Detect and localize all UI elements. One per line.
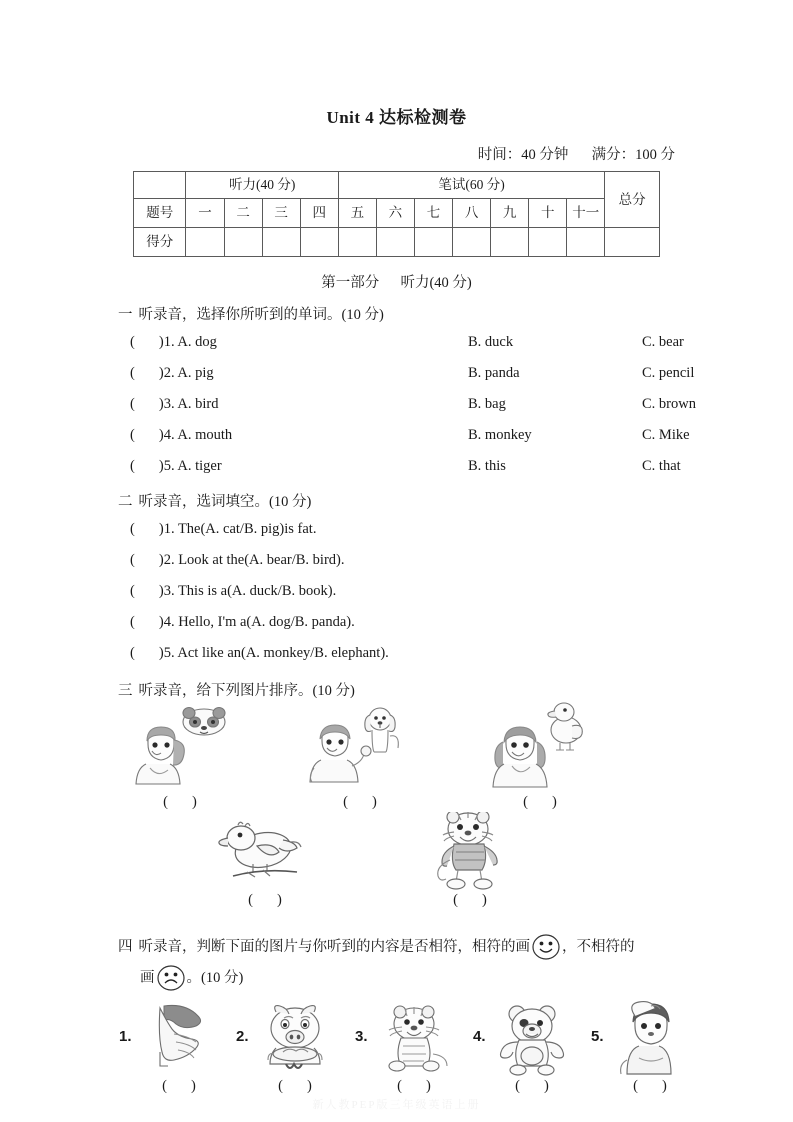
score-cell-listening-4[interactable]: [300, 228, 338, 257]
answer-bracket-open[interactable]: (: [130, 334, 135, 350]
item-index: 4.: [163, 614, 175, 630]
item-index: 2.: [163, 365, 175, 381]
option-c[interactable]: C. brown: [642, 396, 696, 412]
bracket-open: (: [515, 1078, 520, 1094]
exercise-4-text-part2: ，不相符的: [562, 939, 635, 955]
bracket-close: ): [191, 1078, 196, 1094]
hand-shadow-dolphin-icon: [134, 1004, 224, 1076]
score-cell-written-7[interactable]: [567, 228, 605, 257]
item-listening-3: 三: [262, 199, 300, 228]
option-a[interactable]: A. tiger: [177, 458, 222, 474]
exercise-4-text-part3: 画: [140, 970, 155, 986]
exercise-2-item-3: [130, 583, 336, 600]
answer-bracket-open[interactable]: (: [130, 396, 135, 412]
page-watermark: 新人教PEP版三年级英语上册: [312, 1099, 481, 1111]
score-cell-written-2[interactable]: [376, 228, 414, 257]
picture-sitting-tiger: [369, 1004, 459, 1095]
bracket-close: ): [426, 1078, 431, 1094]
score-cell-listening-1[interactable]: [186, 228, 224, 257]
bracket-close: ): [372, 794, 377, 810]
option-c[interactable]: C. pencil: [642, 365, 695, 381]
answer-bracket-close: ): [158, 583, 164, 599]
option-a[interactable]: A. dog: [177, 334, 217, 350]
answer-slot[interactable]: [205, 892, 325, 909]
answer-bracket-close: ): [158, 614, 164, 630]
group-listening: 听力(40 分): [186, 172, 338, 199]
item-index: 4.: [163, 427, 175, 443]
bracket-close: ): [482, 892, 487, 908]
table-row-scores: [134, 228, 660, 257]
exercise-4-heading: [118, 932, 635, 962]
option-a[interactable]: A. pig: [177, 365, 214, 381]
exercise-4-number: 四: [118, 939, 133, 955]
exercise-1-item-1: [130, 334, 684, 351]
row-label-number: 题号: [134, 199, 186, 228]
bracket-close: ): [307, 1078, 312, 1094]
bracket-open: (: [523, 794, 528, 810]
part-one-header: [0, 271, 793, 292]
table-row-groups: [134, 172, 660, 199]
score-cell-written-1[interactable]: [338, 228, 376, 257]
option-c[interactable]: C. that: [642, 458, 681, 474]
bracket-open: (: [163, 794, 168, 810]
bracket-close: ): [662, 1078, 667, 1094]
time-limit: 时间：40 分钟: [477, 147, 569, 163]
score-cell-written-5[interactable]: [491, 228, 529, 257]
score-cell-written-3[interactable]: [414, 228, 452, 257]
item-index: 5.: [163, 645, 175, 661]
picture-boy-with-dog: [300, 704, 420, 811]
answer-bracket-open[interactable]: (: [130, 645, 135, 661]
girl-with-duck-icon: [480, 700, 600, 792]
boy-touching-head-icon: [605, 1000, 695, 1076]
exercise-1-heading: [118, 303, 384, 324]
item-index: 1.: [163, 521, 175, 537]
exercise-2-heading: [118, 490, 311, 511]
item-written-2: 六: [376, 199, 414, 228]
answer-slot[interactable]: [250, 1078, 340, 1095]
exercise-1-item-2: [130, 365, 695, 382]
answer-bracket-open[interactable]: (: [130, 583, 135, 599]
score-table: [133, 171, 660, 257]
table-row-numbers: [134, 199, 660, 228]
item-written-7: 十一: [567, 199, 605, 228]
answer-slot[interactable]: [480, 794, 600, 811]
item-text[interactable]: Look at the(A. bear/B. bird).: [178, 552, 345, 568]
sitting-tiger-icon: [369, 1004, 459, 1076]
score-cell-written-4[interactable]: [453, 228, 491, 257]
option-c[interactable]: C. bear: [642, 334, 684, 350]
bracket-close: ): [544, 1078, 549, 1094]
answer-bracket-open[interactable]: (: [130, 427, 135, 443]
item-listening-2: 二: [224, 199, 262, 228]
item-written-3: 七: [414, 199, 452, 228]
item-index: 3.: [163, 396, 175, 412]
picture-hand-shadow-dolphin: [134, 1004, 224, 1095]
full-score: 满分：100 分: [591, 147, 675, 163]
pig-with-food-icon: [250, 1004, 340, 1076]
corner-cell: [134, 172, 186, 199]
answer-bracket-open[interactable]: (: [130, 552, 135, 568]
part-one-label: 第一部分: [321, 275, 380, 291]
exercise-4-text-part1: 听录音，判断下面的图片与你听到的内容是否相符，相符的画: [138, 939, 530, 955]
picture-sitting-bear: [487, 1004, 577, 1095]
answer-bracket-close: ): [158, 458, 164, 474]
exercise-4-text-part4: 。(10 分): [186, 970, 244, 986]
answer-bracket-close: ): [158, 427, 164, 443]
exercise-1-item-3: [130, 396, 696, 413]
exercise-4-heading-line2: [140, 963, 243, 993]
option-b[interactable]: B. duck: [468, 334, 514, 350]
exercise-2-item-2: [130, 552, 344, 569]
answer-bracket-close: ): [158, 645, 164, 661]
answer-bracket-close: ): [158, 365, 164, 381]
answer-slot[interactable]: [369, 1078, 459, 1095]
exercise-1-text: 听录音，选择你所听到的单词。(10 分): [138, 307, 384, 323]
picture-number-1: 1.: [119, 1028, 132, 1045]
exercise-3-text: 听录音，给下列图片排序。(10 分): [138, 683, 355, 699]
item-index: 3.: [163, 583, 175, 599]
bracket-close: ): [192, 794, 197, 810]
exercise-2-number: 二: [118, 494, 133, 510]
answer-bracket-close: ): [158, 396, 164, 412]
exercise-2-item-5: [130, 645, 389, 662]
picture-number-5: 5.: [591, 1028, 604, 1045]
smiley-face-icon: [531, 934, 561, 960]
picture-boy-touching-head: [605, 1000, 695, 1095]
option-a[interactable]: A. bird: [177, 396, 219, 412]
exercise-3-heading: [118, 679, 355, 700]
option-b[interactable]: B. monkey: [468, 427, 532, 443]
answer-slot[interactable]: [605, 1078, 695, 1095]
picture-pig-with-food: [250, 1004, 340, 1095]
item-written-1: 五: [338, 199, 376, 228]
option-b[interactable]: B. bag: [468, 396, 506, 412]
item-text[interactable]: Act like an(A. monkey/B. elephant).: [177, 645, 389, 661]
score-cell-total[interactable]: [605, 228, 660, 257]
item-listening-1: 一: [186, 199, 224, 228]
picture-number-3: 3.: [355, 1028, 368, 1045]
group-written: 笔试(60 分): [338, 172, 605, 199]
item-index: 5.: [163, 458, 175, 474]
item-text[interactable]: Hello, I'm a(A. dog/B. panda).: [178, 614, 355, 630]
picture-bird-on-branch: [205, 818, 325, 909]
score-cell-listening-2[interactable]: [224, 228, 262, 257]
row-label-score: 得分: [134, 228, 186, 257]
exam-meta: [478, 143, 675, 164]
sitting-bear-icon: [487, 1004, 577, 1076]
answer-bracket-open[interactable]: (: [130, 365, 135, 381]
bracket-open: (: [343, 794, 348, 810]
part-one-name: 听力(40 分): [400, 275, 472, 291]
frowny-face-icon: [156, 965, 186, 991]
exercise-1-item-4: [130, 427, 690, 444]
score-cell-written-6[interactable]: [529, 228, 567, 257]
bracket-close: ): [552, 794, 557, 810]
option-c[interactable]: C. Mike: [642, 427, 690, 443]
answer-slot[interactable]: [134, 1078, 224, 1095]
bracket-open: (: [453, 892, 458, 908]
picture-girl-with-duck: [480, 700, 600, 811]
bird-on-branch-icon: [205, 818, 325, 890]
picture-number-2: 2.: [236, 1028, 249, 1045]
answer-bracket-open[interactable]: (: [130, 614, 135, 630]
picture-standing-tiger: [410, 812, 530, 909]
exercise-1-item-5: [130, 458, 681, 475]
bracket-open: (: [633, 1078, 638, 1094]
item-text[interactable]: The(A. cat/B. pig)is fat.: [177, 521, 317, 537]
answer-bracket-close: ): [158, 521, 164, 537]
option-a[interactable]: A. mouth: [177, 427, 233, 443]
page-title: Unit 4 达标检测卷: [326, 108, 467, 127]
bracket-open: (: [162, 1078, 167, 1094]
answer-bracket-close: ): [158, 334, 164, 350]
answer-slot[interactable]: [300, 794, 420, 811]
item-index: 1.: [163, 334, 175, 350]
picture-number-4: 4.: [473, 1028, 486, 1045]
exercise-2-item-1: [130, 521, 316, 538]
bracket-open: (: [248, 892, 253, 908]
exercise-3-number: 三: [118, 683, 133, 699]
answer-bracket-open[interactable]: (: [130, 458, 135, 474]
girl-with-panda-icon: [120, 704, 240, 792]
exercise-2-text: 听录音，选词填空。(10 分): [138, 494, 312, 510]
bracket-open: (: [397, 1078, 402, 1094]
option-b[interactable]: B. panda: [468, 365, 520, 381]
answer-slot[interactable]: [120, 794, 240, 811]
picture-girl-with-panda: [120, 704, 240, 811]
exercise-2-item-4: [130, 614, 355, 631]
item-written-6: 十: [529, 199, 567, 228]
answer-bracket-open[interactable]: (: [130, 521, 135, 537]
answer-bracket-close: ): [158, 552, 164, 568]
option-b[interactable]: B. this: [468, 458, 506, 474]
bracket-close: ): [277, 892, 282, 908]
item-listening-4: 四: [300, 199, 338, 228]
answer-slot[interactable]: [410, 892, 530, 909]
boy-with-dog-icon: [300, 704, 420, 792]
total-header: 总分: [605, 172, 660, 228]
exercise-1-number: 一: [118, 307, 133, 323]
score-cell-listening-3[interactable]: [262, 228, 300, 257]
bracket-open: (: [278, 1078, 283, 1094]
item-written-4: 八: [453, 199, 491, 228]
item-index: 2.: [163, 552, 175, 568]
item-written-5: 九: [491, 199, 529, 228]
answer-slot[interactable]: [487, 1078, 577, 1095]
standing-tiger-icon: [410, 812, 530, 890]
item-text[interactable]: This is a(A. duck/B. book).: [177, 583, 337, 599]
